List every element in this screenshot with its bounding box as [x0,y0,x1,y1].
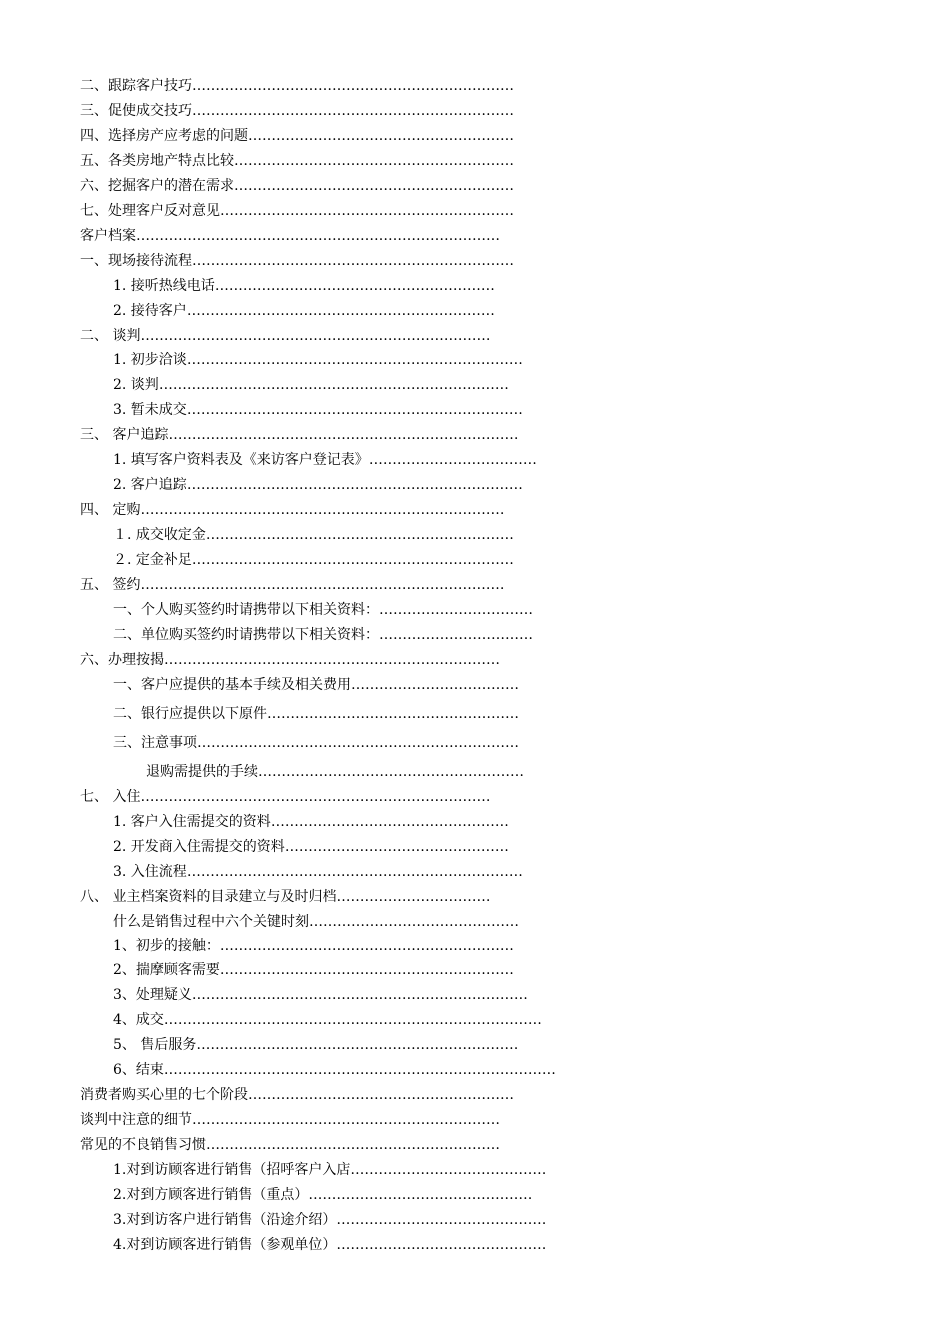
toc-leader-dots: …………………………………………… [270,814,509,830]
toc-entry-title: 二、跟踪客户技巧 [80,78,192,94]
toc-leader-dots: …………………………………………………………… [192,253,514,269]
toc-entry [113,300,695,322]
toc-entry [113,524,716,546]
toc-entry-title: 4.对到访顾客进行销售（参观单位） [113,1237,337,1253]
toc-entry-title: 七、 入住 [80,789,141,805]
toc-leader-dots: …………………………………………………………… [192,103,514,119]
toc-entry-title: 谈判中注意的细节 [80,1112,192,1128]
toc-entry-title: ２. 定金补足 [113,552,192,568]
toc-entry-title: 1. 填写客户资料表及《来访客户登记表》 [113,452,369,468]
toc-entry-title: 一、现场接待流程 [80,253,192,269]
toc-entry [80,150,700,172]
toc-leader-dots: ………………………………………… [284,839,509,855]
toc-entry [113,275,695,297]
toc-leader-dots: ………………………………………………………………… [168,427,519,443]
toc-leader-dots: …………………………………………………………………… [140,502,505,518]
toc-entry-title: 退购需提供的手续 [146,764,258,780]
toc-leader-dots: ……………………………………… [336,1237,547,1253]
toc-entry [80,75,700,97]
toc-leader-dots: ………………………………………… [308,1187,533,1203]
toc-leader-dots: …………………………………………………………… [196,1037,519,1053]
toc-leader-dots: ……………………………………………………………… [186,402,523,418]
toc-entry [80,499,750,521]
toc-entry [113,984,700,1006]
toc-entry-title: 客户档案 [80,228,136,244]
toc-leader-dots: ………………………………………………… [248,128,514,144]
toc-leader-dots: ………………………………………………………………………… [163,1062,556,1078]
toc-entry [113,1159,700,1181]
toc-entry-title: 一、个人购买签约时请携带以下相关资料： [113,602,379,618]
toc-entry-title: 八、 业主档案资料的目录建立与及时归档 [80,889,337,905]
toc-entry [80,1084,700,1106]
toc-entry-title: 3、处理疑义 [113,987,192,1003]
toc-leader-dots: ………………………………………………………………… [140,328,491,344]
toc-entry-title: 2. 谈判 [113,377,159,393]
toc-entry-title: 常见的不良销售习惯 [80,1137,206,1153]
toc-leader-dots: …………………………………………………… [234,153,514,169]
toc-entry-title: 三、 客户追踪 [80,427,169,443]
toc-entry-title: 三、注意事项 [113,735,197,751]
toc-entry [113,674,716,696]
toc-leader-dots: ……………………………… [368,452,537,468]
toc-entry [80,325,735,347]
toc-entry-title: 1. 客户入住需提交的资料 [113,814,271,830]
toc-entry-title: 1. 接听热线电话 [113,278,215,294]
toc-entry [113,811,708,833]
toc-leader-dots: …………………………………………………………………… [140,577,505,593]
toc-entry [80,886,708,908]
toc-entry [80,250,700,272]
toc-entry-title: 1.对到访顾客进行销售（招呼客户入店 [113,1162,351,1178]
toc-leader-dots: ………………………………………………………… [205,527,514,543]
toc-entry [80,1109,700,1131]
toc-entry [80,125,700,147]
toc-entry [113,474,708,496]
toc-entry-title: 一、客户应提供的基本手续及相关费用 [113,677,351,693]
toc-entry [113,399,708,421]
toc-leader-dots: ……………………………………… [336,1212,547,1228]
toc-entry [113,836,708,858]
toc-entry [113,1059,708,1081]
toc-leader-dots: ……………………………………………………………… [164,652,500,668]
toc-leader-dots: ……………………………………………………… [219,938,514,954]
toc-entry [80,1134,700,1156]
toc-entry [113,1184,700,1206]
toc-entry-title: 六、挖掘客户的潜在需求 [80,178,234,194]
toc-leader-dots: ………………………………………………………………… [158,377,509,393]
toc-entry [113,449,708,471]
toc-leader-dots: ………………………………………………………………… [140,789,491,805]
toc-leader-dots: …………………………… [379,627,533,643]
toc-leader-dots: ……………………………………………… [267,706,519,722]
toc-leader-dots: …………………………………………………… [214,278,495,294]
toc-entry-title: 2、揣摩顾客需要 [113,962,220,978]
toc-leader-dots: ……………………………………………………………… [186,477,523,493]
toc-entry [113,959,692,981]
toc-entry-title: 二、单位购买签约时请携带以下相关资料： [113,627,379,643]
toc-entry-title: 什么是销售过程中六个关键时刻 [113,914,309,930]
toc-leader-dots: ………………………………………………… [248,1087,514,1103]
toc-leader-dots: …………………………… [336,889,491,905]
toc-entry [80,175,700,197]
toc-leader-dots: ……………………………………………………… [220,203,514,219]
toc-entry [80,225,700,247]
toc-entry [113,624,716,646]
toc-entry [113,935,692,957]
toc-entry-title: 五、 签约 [80,577,141,593]
toc-leader-dots: …………………………… [379,602,533,618]
toc-leader-dots: ……………………………………………………… [206,1137,500,1153]
toc-entry [113,374,708,396]
toc-entry [80,574,750,596]
toc-entry-title: 1. 初步洽谈 [113,352,187,368]
toc-leader-dots: ……………………………… [351,677,519,693]
toc-entry-title: 六、办理按揭 [80,652,164,668]
toc-entry-title: 4、成交 [113,1012,164,1028]
toc-entry-title: 消费者购买心里的七个阶段 [80,1087,248,1103]
toc-entry-title: 三、促使成交技巧 [80,103,192,119]
toc-leader-dots: …………………………………………………………………… [136,228,500,244]
toc-entry [113,861,708,883]
toc-entry-title: 二、 谈判 [80,328,141,344]
toc-entry-title: 2. 开发商入住需提交的资料 [113,839,285,855]
toc-entry [80,424,750,446]
toc-entry-title: 3. 暂未成交 [113,402,187,418]
toc-leader-dots: ……………………………………………………………… [186,864,523,880]
toc-leader-dots: …………………………………………………………… [192,78,514,94]
toc-entry [113,1209,700,1231]
toc-entry [80,100,700,122]
toc-entry-title: 五、各类房地产特点比较 [80,153,234,169]
toc-entry [146,761,716,783]
toc-entry-title: 二、银行应提供以下原件 [113,706,267,722]
toc-entry-title: 3.对到访客户进行销售（沿途介绍） [113,1212,337,1228]
toc-entry-title: 3. 入住流程 [113,864,187,880]
toc-entry-title: 2. 客户追踪 [113,477,187,493]
toc-entry-title: 七、处理客户反对意见 [80,203,220,219]
toc-entry [113,349,708,371]
toc-leader-dots: ………………………………………………… [258,764,524,780]
toc-entry-title: 四、选择房产应考虑的问题 [80,128,248,144]
toc-leader-dots: …………………………………………………………… [191,552,514,568]
toc-leader-dots: ………………………………………………………… [192,1112,500,1128]
toc-leader-dots: …………………………………………………………… [197,735,519,751]
toc-leader-dots: ……………………………………………………………… [186,352,523,368]
toc-entry [113,1009,708,1031]
toc-entry-title: 6、结束 [113,1062,164,1078]
toc-entry [113,1234,700,1256]
toc-leader-dots: ……………………………………………………… [219,962,514,978]
toc-entry [113,599,716,621]
toc-leader-dots: …………………………………… [350,1162,547,1178]
toc-entry [113,1034,700,1056]
toc-entry-title: 1、初步的接触： [113,938,220,954]
toc-leader-dots: …………………………………………………… [234,178,514,194]
toc-entry [113,703,716,725]
toc-entry [80,786,708,808]
toc-entry-title: 2.对到方顾客进行销售（重点） [113,1187,309,1203]
toc-entry-title: 四、 定购 [80,502,141,518]
toc-entry [113,732,716,754]
toc-leader-dots: ……………………………………… [309,914,519,930]
toc-entry [80,649,716,671]
toc-entry-title: 2. 接待客户 [113,303,187,319]
toc-entry-title: １. 成交收定金 [113,527,206,543]
toc-leader-dots: ………………………………………………………… [186,303,495,319]
toc-entry [113,549,716,571]
toc-entry [80,200,700,222]
toc-entry-title: 5、 售后服务 [113,1037,197,1053]
toc-leader-dots: ……………………………………………………………………… [163,1012,542,1028]
toc-leader-dots: ……………………………………………………………… [191,987,528,1003]
toc-entry [113,911,700,933]
